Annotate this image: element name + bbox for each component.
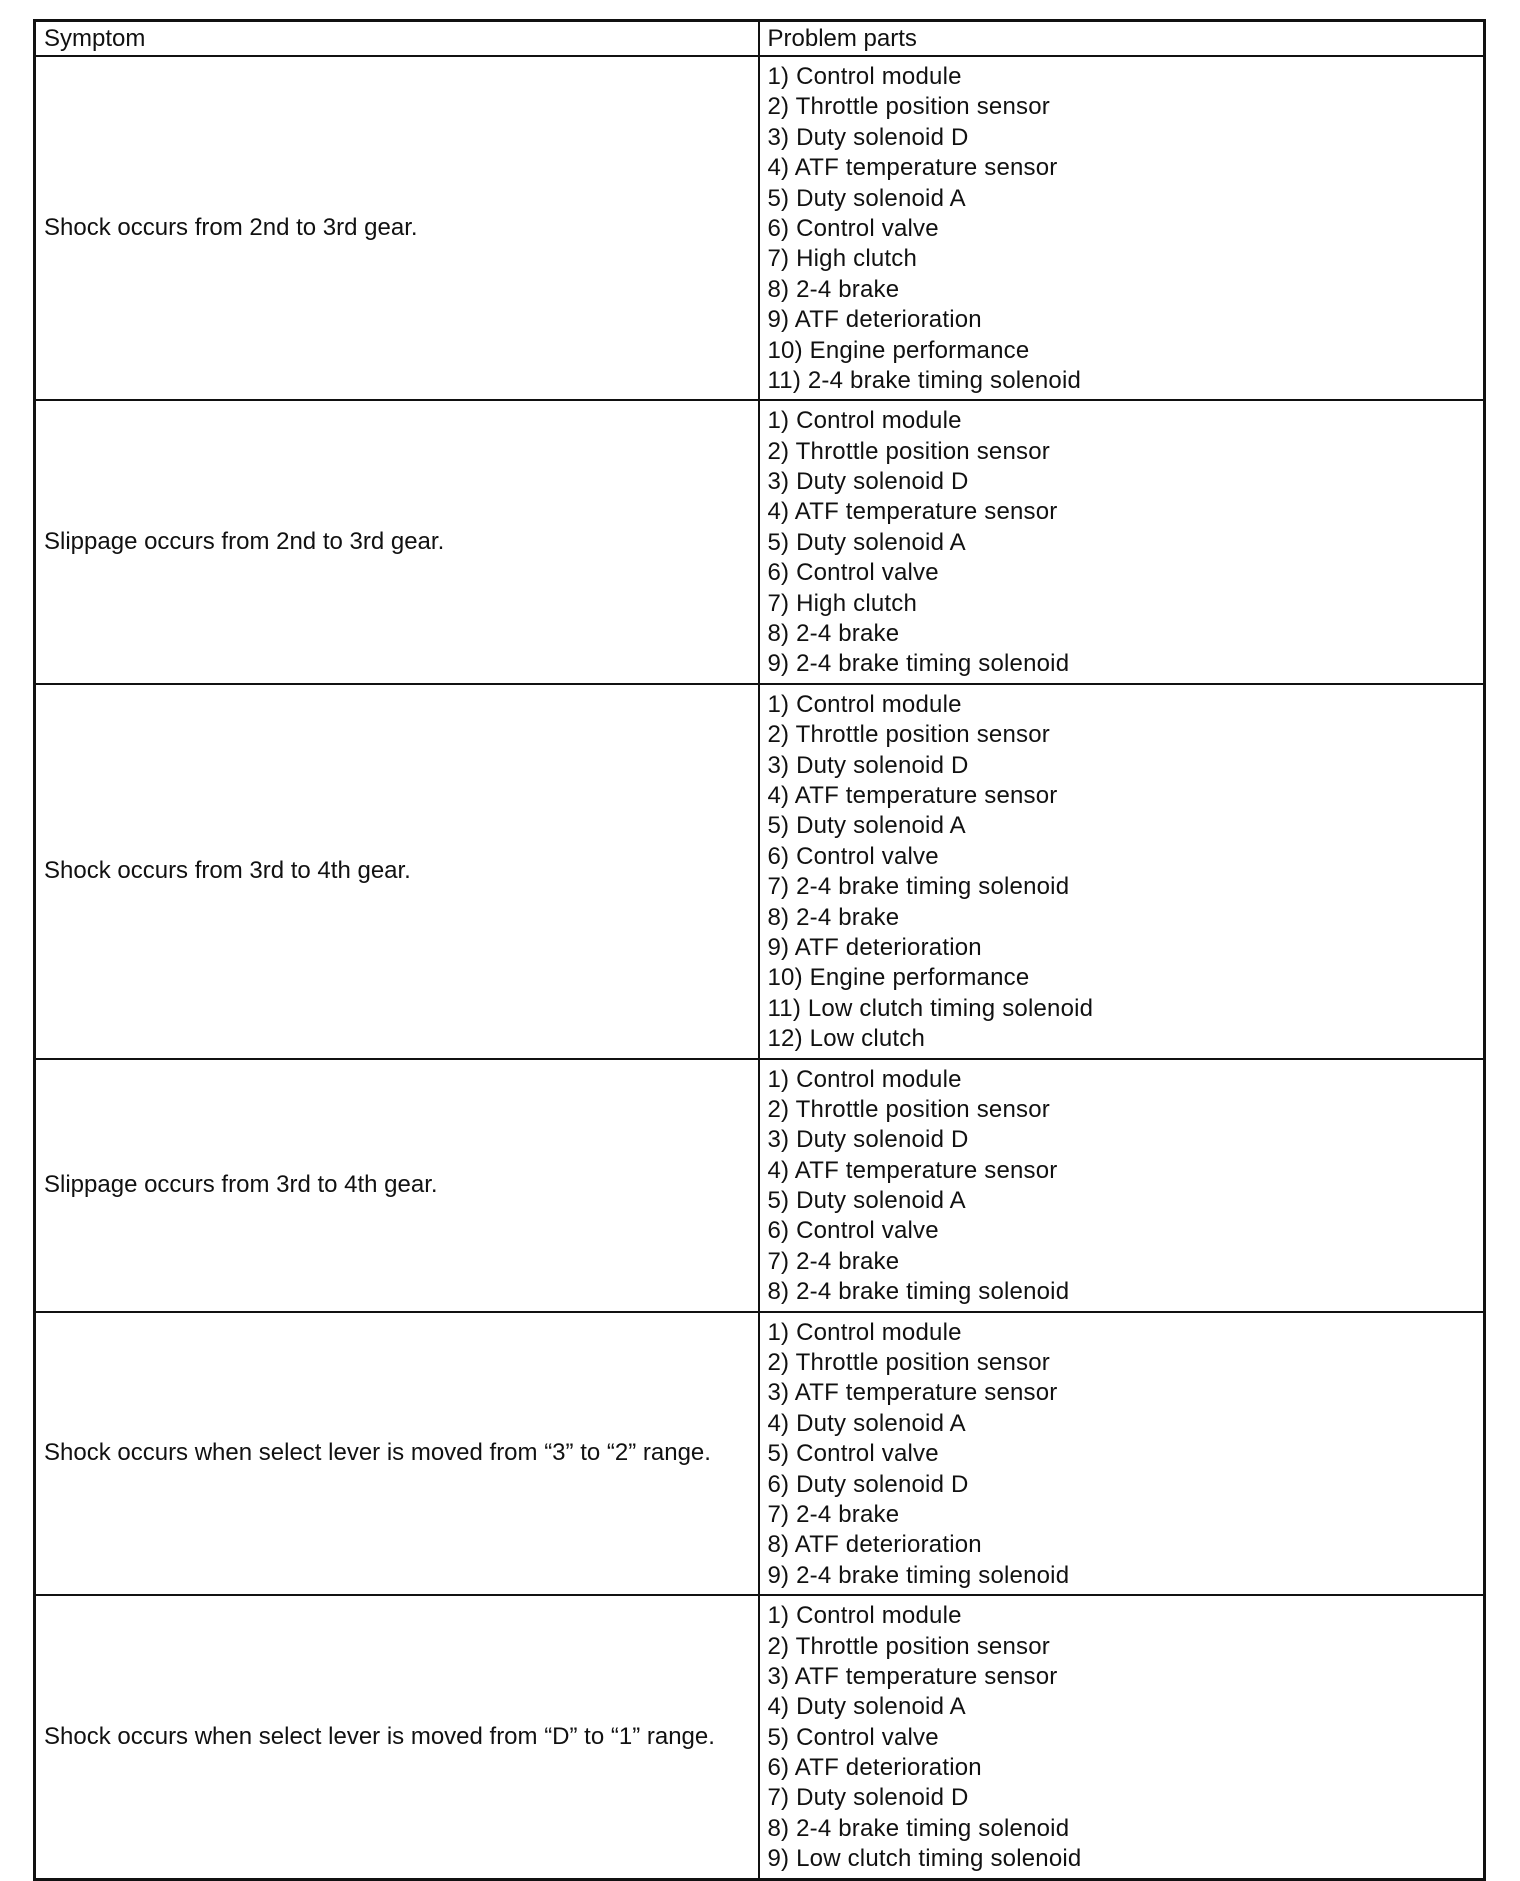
problem-part-item: 12) Low clutch — [767, 1025, 926, 1053]
problem-part-item: 5) Duty solenoid A — [767, 812, 966, 840]
problem-parts-cell — [759, 1312, 1485, 1596]
problem-part-item: 5) Control valve — [767, 1440, 939, 1468]
problem-part-item: 11) 2-4 brake timing solenoid — [767, 366, 1082, 394]
table-row — [35, 400, 1485, 684]
problem-part-item: 10) Engine performance — [767, 336, 1030, 364]
problem-part-item: 3) Duty solenoid D — [767, 751, 969, 779]
header-symptom: Symptom — [35, 21, 759, 57]
problem-part-item: 9) ATF deterioration — [767, 306, 982, 334]
problem-part-item: 2) Throttle position sensor — [767, 721, 1050, 749]
problem-part-item: 4) Duty solenoid A — [767, 1693, 966, 1721]
problem-part-item: 7) High clutch — [767, 589, 918, 617]
problem-part-item: 7) 2-4 brake — [767, 1247, 900, 1275]
problem-part-item: 4) ATF temperature sensor — [767, 781, 1058, 809]
problem-part-item: 4) Duty solenoid A — [767, 1409, 966, 1437]
symptom-cell: Shock occurs from 2nd to 3rd gear. — [35, 56, 759, 400]
problem-part-item: 2) Throttle position sensor — [767, 1095, 1050, 1123]
problem-part-item: 6) Control valve — [767, 842, 939, 870]
table-row — [35, 1312, 1485, 1596]
problem-part-item: 9) ATF deterioration — [767, 933, 982, 961]
problem-part-item: 6) Control valve — [767, 559, 939, 587]
symptom-problem-parts-table — [33, 19, 1486, 1881]
problem-part-item: 8) 2-4 brake — [767, 903, 900, 931]
problem-part-item: 1) Control module — [767, 1318, 962, 1346]
problem-parts-list — [768, 1065, 1476, 1308]
problem-parts-cell — [759, 400, 1485, 684]
symptom-cell: Shock occurs from 3rd to 4th gear. — [35, 684, 759, 1059]
problem-part-item: 5) Duty solenoid A — [767, 1187, 966, 1215]
table-row — [35, 56, 1485, 400]
header-problem-parts: Problem parts — [759, 21, 1485, 57]
problem-part-item: 5) Control valve — [767, 1723, 939, 1751]
problem-part-item: 7) 2-4 brake timing solenoid — [767, 873, 1070, 901]
table-body — [35, 56, 1485, 1879]
problem-part-item: 3) Duty solenoid D — [767, 123, 969, 151]
problem-part-item: 3) Duty solenoid D — [767, 468, 969, 496]
problem-part-item: 10) Engine performance — [767, 964, 1030, 992]
problem-part-item: 3) ATF temperature sensor — [767, 1379, 1058, 1407]
symptom-cell: Slippage occurs from 3rd to 4th gear. — [35, 1059, 759, 1312]
problem-parts-list — [768, 690, 1476, 1055]
problem-part-item: 1) Control module — [767, 407, 962, 435]
problem-part-item: 1) Control module — [767, 1065, 962, 1093]
problem-part-item: 1) Control module — [767, 1602, 962, 1630]
table-header-row — [35, 21, 1485, 57]
problem-part-item: 1) Control module — [767, 690, 962, 718]
problem-parts-list — [768, 1601, 1476, 1875]
problem-part-item: 5) Duty solenoid A — [767, 528, 966, 556]
problem-part-item: 8) 2-4 brake timing solenoid — [767, 1278, 1070, 1306]
problem-part-item: 3) ATF temperature sensor — [767, 1662, 1058, 1690]
problem-part-item: 4) ATF temperature sensor — [767, 498, 1058, 526]
problem-parts-list — [768, 1318, 1476, 1592]
problem-part-item: 8) 2-4 brake — [767, 275, 900, 303]
problem-parts-cell — [759, 1595, 1485, 1879]
problem-part-item: 6) Control valve — [767, 1217, 939, 1245]
problem-part-item: 9) 2-4 brake timing solenoid — [767, 650, 1070, 678]
problem-part-item: 7) Duty solenoid D — [767, 1784, 969, 1812]
problem-part-item: 9) 2-4 brake timing solenoid — [767, 1561, 1070, 1589]
problem-parts-list — [768, 62, 1476, 396]
symptom-cell: Shock occurs when select lever is moved from “D” to “1” range. — [35, 1595, 759, 1879]
problem-part-item: 8) ATF deterioration — [767, 1531, 982, 1559]
problem-part-item: 6) ATF deterioration — [767, 1754, 982, 1782]
problem-part-item: 9) Low clutch timing solenoid — [767, 1845, 1082, 1873]
symptom-cell: Shock occurs when select lever is moved from “3” to “2” range. — [35, 1312, 759, 1596]
problem-part-item: 1) Control module — [767, 63, 962, 90]
problem-part-item: 2) Throttle position sensor — [767, 1632, 1050, 1660]
problem-parts-list — [768, 406, 1476, 680]
problem-part-item: 7) High clutch — [767, 245, 918, 273]
table-row — [35, 684, 1485, 1059]
problem-part-item: 8) 2-4 brake timing solenoid — [767, 1814, 1070, 1842]
problem-part-item: 4) ATF temperature sensor — [767, 154, 1058, 182]
table-row — [35, 1595, 1485, 1879]
problem-parts-cell — [759, 56, 1485, 400]
problem-part-item: 2) Throttle position sensor — [767, 437, 1050, 465]
problem-part-item: 5) Duty solenoid A — [767, 184, 966, 212]
problem-part-item: 4) ATF temperature sensor — [767, 1156, 1058, 1184]
problem-part-item: 2) Throttle position sensor — [767, 1349, 1050, 1377]
problem-part-item: 11) Low clutch timing solenoid — [767, 994, 1094, 1022]
table-row — [35, 1059, 1485, 1312]
problem-part-item: 2) Throttle position sensor — [767, 93, 1050, 121]
problem-part-item: 6) Control valve — [767, 214, 939, 242]
problem-part-item: 7) 2-4 brake — [767, 1500, 900, 1528]
symptom-cell: Slippage occurs from 2nd to 3rd gear. — [35, 400, 759, 684]
problem-part-item: 6) Duty solenoid D — [767, 1470, 969, 1498]
problem-part-item: 8) 2-4 brake — [767, 620, 900, 648]
problem-parts-cell — [759, 684, 1485, 1059]
problem-parts-cell — [759, 1059, 1485, 1312]
problem-part-item: 3) Duty solenoid D — [767, 1126, 969, 1154]
